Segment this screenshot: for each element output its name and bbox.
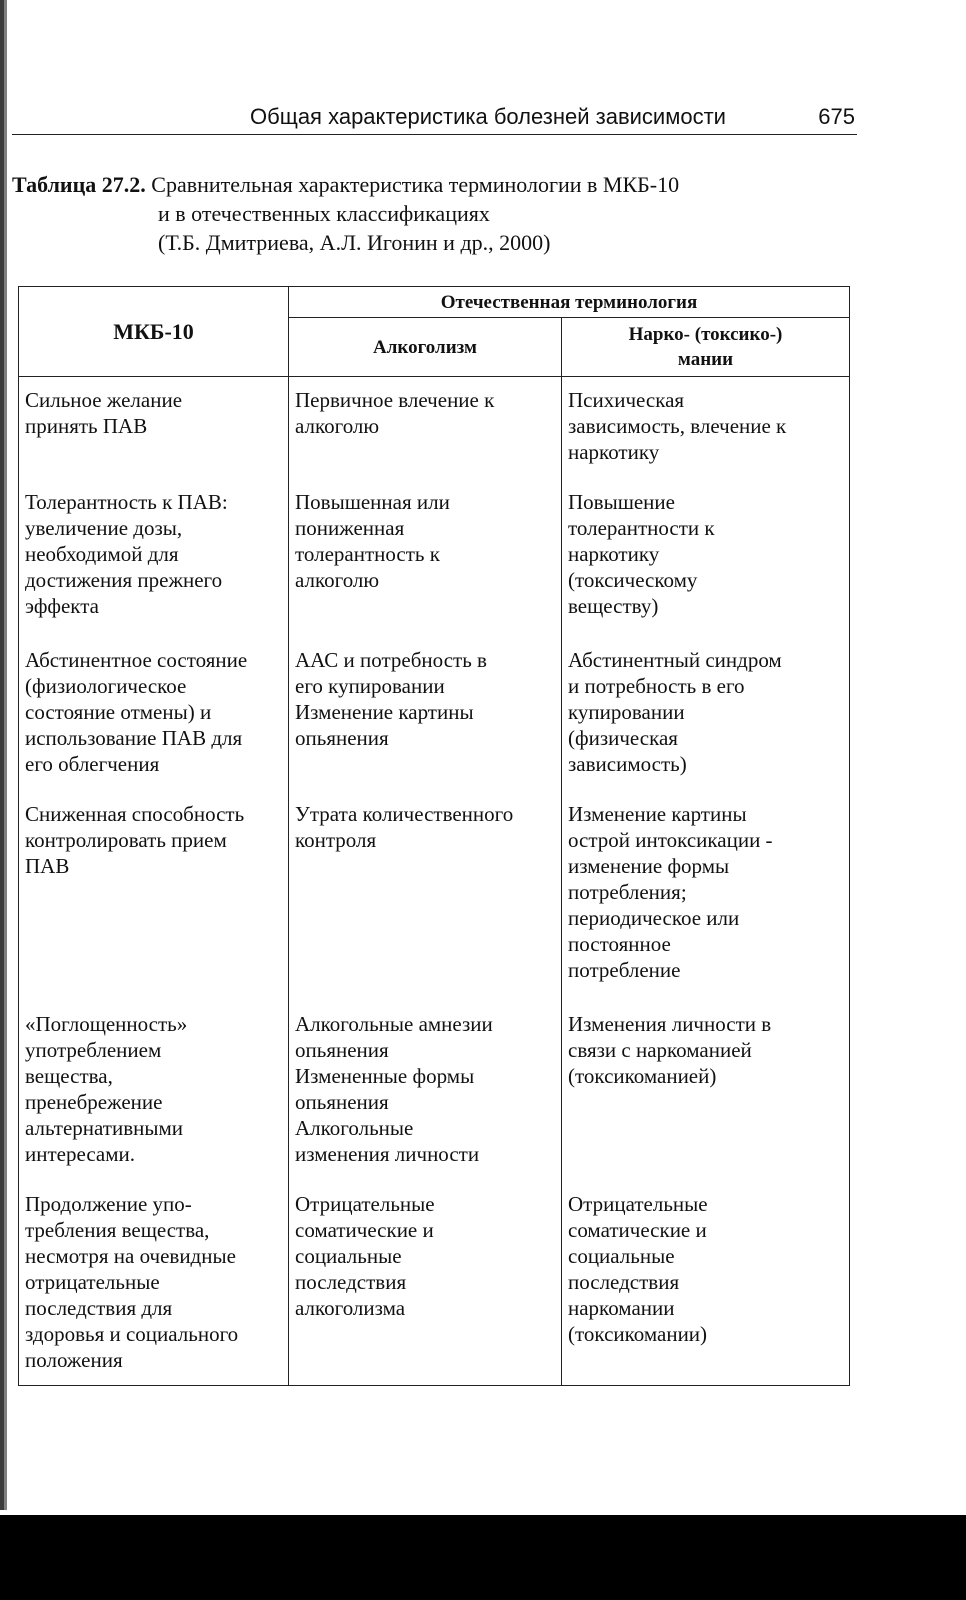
table-row [19,791,850,1001]
cell-text-line: опьянения [295,1090,389,1114]
cell-text-line: Измененные формы [295,1064,475,1088]
table-cell-c3 [562,479,850,637]
table-cell-c3 [562,791,850,1001]
header-col3-line-2: мании [677,349,734,370]
cell-text-line: опьянения [295,1038,389,1062]
cell-text-line: Отрицательные [568,1192,708,1216]
table-cell-c1 [19,637,289,791]
cell-text-line: эффекта [25,594,99,618]
cell-text-line: наркотику [568,542,660,566]
cell-text-line: опьянения [295,726,389,750]
table-cell-c3 [562,637,850,791]
cell-text-line: принять ПАВ [25,414,148,438]
cell-text-line: его купировании [295,674,445,698]
cell-text-line: отрицательные [25,1270,160,1294]
header-narco-toxicomania [562,318,850,377]
cell-text-line: Алкогольные амнезии [295,1012,493,1036]
table-row [19,479,850,637]
cell-text-line: (токсикоманией) [568,1064,717,1088]
book-spine-shadow [0,0,12,1510]
cell-text-line: алкоголю [295,568,380,592]
cell-text-line: Повышенная или [295,490,450,514]
scan-bottom-shadow [0,1515,966,1600]
cell-text-line: Абстинентное состояние [25,648,248,672]
cell-text-line: соматические и [568,1218,707,1242]
comparison-table [18,286,850,1386]
header-rule [12,134,857,135]
cell-text-line: требления вещества, [25,1218,210,1242]
caption-label: Таблица 27.2. [12,172,146,197]
table-header [19,287,850,377]
cell-text-line: Психическая [568,388,685,412]
cell-text-line: толерантность к [295,542,440,566]
table-cell-c1 [19,1181,289,1386]
cell-text-line: постоянное [568,932,671,956]
cell-text-line: купировании [568,700,685,724]
cell-text-line: последствия [295,1270,407,1294]
cell-text-line: алкоголю [295,414,380,438]
table-body [19,377,850,1386]
cell-text-line: Изменение картины [568,802,747,826]
table-row [19,637,850,791]
cell-text-line: Изменение картины [295,700,474,724]
cell-text-line: пониженная [295,516,405,540]
cell-text-line: последствия [568,1270,680,1294]
cell-text-line: его облегчения [25,752,160,776]
cell-text-line: потребления; [568,880,687,904]
table-row [19,1001,850,1181]
running-header-title: Общая характеристика болезней зависимости [250,104,726,129]
cell-text-line: Абстинентный синдром [568,648,782,672]
table-cell-c2 [289,479,562,637]
caption-line-1 [12,170,832,199]
table-cell-c1 [19,377,289,480]
cell-text-line: здоровья и социального [25,1322,239,1346]
header-mkb10: МКБ-10 [19,287,289,377]
cell-text-line: Первичное влечение к [295,388,495,412]
page-number: 675 [818,104,855,129]
table-cell-c2 [289,377,562,480]
cell-text-line: Толерантность к ПАВ: [25,490,228,514]
cell-text-line: Отрицательные [295,1192,435,1216]
caption-line-3: (Т.Б. Дмитриева, А.Л. Игонин и др., 2000) [158,230,551,255]
cell-text-line: (токсикомании) [568,1322,708,1346]
header-domestic-terminology: Отечественная терминология [289,287,850,318]
cell-text-line: необходимой для [25,542,179,566]
cell-text-line: контролировать прием [25,828,227,852]
table-cell-c3 [562,377,850,480]
cell-text-line: ААС и потребность в [295,648,487,672]
cell-text-line: положения [25,1348,123,1372]
cell-text-line: вещества, [25,1064,113,1088]
header-col3-line-1: Нарко- (токсико-) [628,324,783,345]
cell-text-line: альтернативными [25,1116,183,1140]
cell-text-line: Сильное желание [25,388,183,412]
cell-text-line: использование ПАВ для [25,726,243,750]
header-alcoholism: Алкоголизм [289,318,562,377]
cell-text-line: социальные [295,1244,402,1268]
table-row [19,377,850,480]
cell-text-line: последствия для [25,1296,173,1320]
table-cell-c2 [289,637,562,791]
table-cell-c2 [289,1181,562,1386]
table-cell-c3 [562,1181,850,1386]
cell-text-line: потребление [568,958,681,982]
table-cell-c1 [19,479,289,637]
cell-text-line: (токсическому [568,568,698,592]
table-cell-c1 [19,791,289,1001]
cell-text-line: Алкогольные [295,1116,414,1140]
cell-text-line: Изменения личности в [568,1012,772,1036]
cell-text-line: соматические и [295,1218,434,1242]
table-cell-c3 [562,1001,850,1181]
caption-line-2: и в отечественных классификациях [158,201,490,226]
cell-text-line: употреблением [25,1038,162,1062]
cell-text-line: контроля [295,828,377,852]
cell-text-line: Продолжение упо- [25,1192,192,1216]
cell-text-line: достижения прежнего [25,568,223,592]
cell-text-line: Повышение [568,490,675,514]
cell-text-line: несмотря на очевидные [25,1244,236,1268]
cell-text-line: Утрата количественного [295,802,514,826]
cell-text-line: острой интоксикации - [568,828,773,852]
cell-text-line: интересами. [25,1142,135,1166]
cell-text-line: состояние отмены) и [25,700,212,724]
cell-text-line: толерантности к [568,516,715,540]
cell-text-line: изменение формы [568,854,730,878]
table-cell-c2 [289,791,562,1001]
table-cell-c1 [19,1001,289,1181]
cell-text-line: алкоголизма [295,1296,406,1320]
table-caption [12,170,832,257]
cell-text-line: веществу) [568,594,659,618]
cell-text-line: изменения личности [295,1142,480,1166]
cell-text-line: и потребность в его [568,674,745,698]
cell-text-line: (физиологическое [25,674,187,698]
cell-text-line: наркомании [568,1296,675,1320]
table-cell-c2 [289,1001,562,1181]
cell-text-line: ПАВ [25,854,70,878]
cell-text-line: (физическая [568,726,678,750]
cell-text-line: зависимость, влечение к [568,414,787,438]
cell-text-line: периодическое или [568,906,740,930]
cell-text-line: связи с наркоманией [568,1038,752,1062]
cell-text-line: «Поглощенность» [25,1012,188,1036]
table-row [19,1181,850,1386]
cell-text-line: увеличение дозы, [25,516,183,540]
cell-text-line: Сниженная способность [25,802,245,826]
caption-title: Сравнительная характеристика терминологии в МКБ-10 [151,172,680,197]
cell-text-line: социальные [568,1244,675,1268]
cell-text-line: зависимость) [568,752,687,776]
cell-text-line: пренебрежение [25,1090,163,1114]
cell-text-line: наркотику [568,440,660,464]
